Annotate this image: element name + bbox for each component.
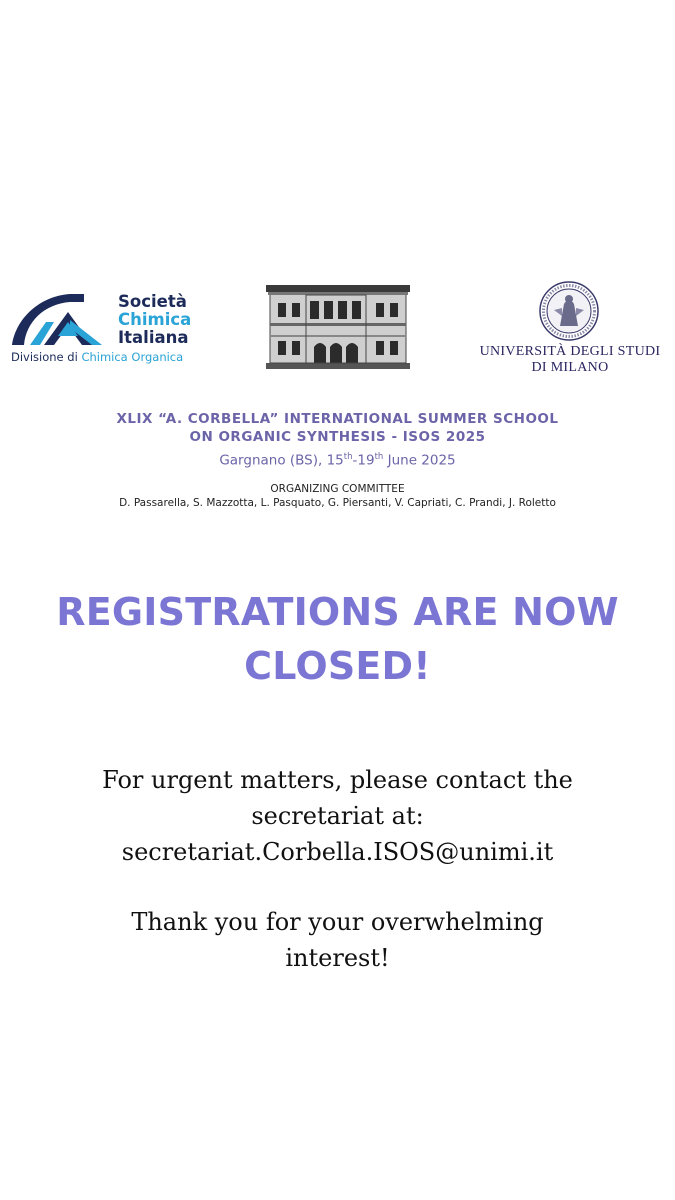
message-line1: For urgent matters, please contact the [102,766,573,794]
committee-heading: ORGANIZING COMMITTEE [270,482,405,495]
message-line2: secretariat at: [251,802,424,830]
unimi-name-line1: UNIVERSITÀ DEGLI STUDI [479,344,661,359]
thanks-line2: interest! [285,944,390,972]
building-icon [264,283,412,371]
sci-division-prefix: Divisione di [11,350,82,364]
sci-division [11,350,183,364]
date-sup-1: th [343,452,353,462]
school-place: Gargnano (BS), 15 [219,452,344,469]
closed-headline [0,585,675,693]
thanks-line1: Thank you for your overwhelming [131,908,544,936]
sci-emblem-icon [10,290,110,350]
sci-name [118,293,191,347]
school-title-line1: XLIX “A. CORBELLA” INTERNATIONAL SUMMER SCHOOL [116,411,559,427]
committee-names: D. Passarella, S. Mazzotta, L. Pasquato, G. Piersanti, V. Capriati, C. Prandi, J. Roletto [119,496,556,509]
unimi-name [470,344,670,376]
school-header [0,410,675,511]
date-sup-2: th [374,452,384,462]
sci-name-line1: Società [118,292,187,311]
school-place-date [0,447,675,471]
message-spacer [0,870,675,904]
school-title [0,410,675,446]
date-mid: -19 [352,452,375,469]
sci-logo [10,290,200,370]
headline-line2: CLOSED! [244,644,431,688]
unimi-seal-icon [538,280,600,342]
date-end: June 2025 [383,452,456,469]
sci-name-line3: Italiana [118,328,189,347]
sci-division-suffix: Chimica Organica [81,350,184,364]
contact-message [0,762,675,976]
school-title-line2: ON ORGANIC SYNTHESIS - ISOS 2025 [189,429,486,445]
sci-name-line2: Chimica [118,310,192,329]
contact-email[interactable]: secretariat.Corbella.ISOS@unimi.it [121,838,554,866]
unimi-name-line2: DI MILANO [531,360,609,375]
headline-line1: REGISTRATIONS ARE NOW [56,590,619,634]
unimi-logo [470,280,670,380]
